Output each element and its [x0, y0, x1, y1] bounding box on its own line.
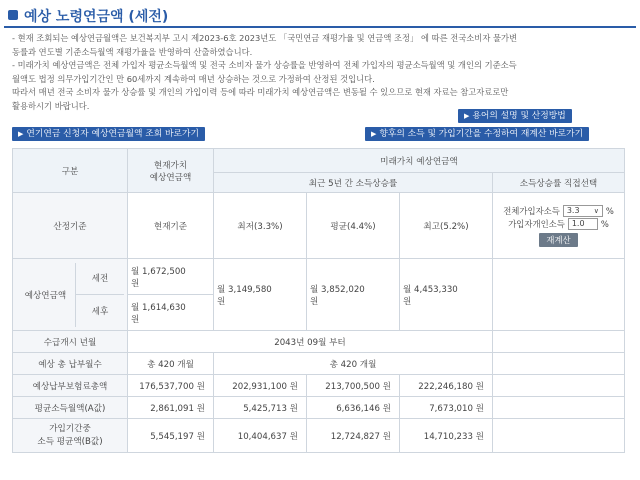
a-low: 5,425,713 원 [214, 397, 307, 419]
note-line: 활용하시기 바랍니다. [12, 100, 90, 111]
row-pension-label [13, 259, 128, 331]
premium-avg: 213,700,500 원 [307, 375, 400, 397]
percent-sign: % [605, 206, 614, 216]
months-present: 총 420 개월 [128, 353, 214, 375]
present-pretax: 월 1,672,500 원 [128, 259, 214, 295]
note-line: 따라서 매년 전국 소비자 물가 상승률 및 개인의 가입이력 등에 따라 미래가치 예상연금액은 변동될 수 있으므로 현재 자료는 참고자료로만 [12, 87, 509, 97]
receiver-lookup-label: 연기연금 신청자 예상연금월액 조회 바로가기 [26, 129, 200, 139]
receiver-lookup-button[interactable] [12, 127, 205, 141]
percent-sign: % [600, 219, 609, 229]
note-line: - 미래가치 예상연금액은 전체 가입자 평균소득월액 및 전국 소비자 물가 상승률을 반영하여 전체 가입자의 평균소득월액 및 개인의 기준소득 [12, 60, 517, 70]
months-future: 총 420 개월 [214, 353, 493, 375]
header-category: 구분 [13, 149, 128, 193]
premium-low: 202,931,100 원 [214, 375, 307, 397]
a-avg: 6,636,146 원 [307, 397, 400, 419]
modify-income-label: 향후의 소득 및 가입기간을 수정하여 재계산 바로가기 [379, 129, 584, 139]
b-present: 5,545,197 원 [128, 419, 214, 453]
title-bar [4, 4, 636, 28]
pension-label: 예상연금액 [24, 290, 67, 301]
present-aftertax: 월 1,614,630 원 [128, 295, 214, 331]
direct-start [493, 331, 625, 353]
chevron-down-icon: ∨ [593, 207, 599, 215]
personal-income-input[interactable]: 1.0 [568, 218, 598, 230]
arrow-right-icon: ▶ [18, 130, 24, 138]
row-b-label: 가입기간중 소득 평균액(B값) [13, 419, 128, 453]
row-a-label: 평균소득월액(A값) [13, 397, 128, 419]
header-recent5: 최근 5년 간 소득상승률 [214, 173, 493, 193]
row-start-label: 수급개시 년월 [13, 331, 128, 353]
b-avg: 12,724,827 원 [307, 419, 400, 453]
aftertax-label: 세후 [75, 295, 124, 327]
pension-table [12, 148, 625, 453]
modify-income-button[interactable] [365, 127, 589, 141]
direct-b [493, 419, 625, 453]
arrow-right-icon: ▶ [464, 112, 470, 120]
direct-months [493, 353, 625, 375]
b-low: 10,404,637 원 [214, 419, 307, 453]
present-basis: 현재기준 [128, 193, 214, 259]
row-months-label: 예상 총 납부월수 [13, 353, 128, 375]
premium-present: 176,537,700 원 [128, 375, 214, 397]
header-future-value: 미래가치 예상연금액 [214, 149, 625, 173]
page-title: 예상 노령연금액 (세전) [24, 9, 169, 25]
note-line: - 현재 조회되는 예상연금월액은 보건복지부 고시 제2023-6호 2023년도 「국민연금 재평가율 및 연금액 조정」 에 따른 전국소비자 물가변 [12, 33, 518, 43]
avg-pension: 월 3,852,020 원 [307, 259, 400, 331]
pretax-label: 세전 [75, 263, 124, 295]
start-value: 2043년 09월 부터 [128, 331, 493, 353]
direct-select-controls [493, 193, 625, 259]
total-income-label: 전체가입자소득 [503, 206, 560, 216]
direct-premium [493, 375, 625, 397]
high-rate: 최고(5.2%) [400, 193, 493, 259]
row-basis-label: 산정기준 [13, 193, 128, 259]
direct-pension [493, 259, 625, 331]
high-pension: 월 4,453,330 원 [400, 259, 493, 331]
a-high: 7,673,010 원 [400, 397, 493, 419]
title-bullet-icon [8, 10, 18, 20]
help-button-label: 용어의 설명 및 산정방법 [472, 111, 566, 121]
arrow-right-icon: ▶ [371, 130, 377, 138]
help-button[interactable] [458, 109, 572, 123]
notes [12, 32, 628, 113]
note-line: 동률과 연도별 기준소득월액 재평가율을 반영하여 산출하였습니다. [12, 46, 253, 57]
direct-a [493, 397, 625, 419]
personal-income-label: 가입자개인소득 [508, 219, 565, 229]
row-premium-label: 예상납부보험료총액 [13, 375, 128, 397]
total-income-select[interactable] [563, 205, 603, 217]
low-rate: 최저(3.3%) [214, 193, 307, 259]
avg-rate: 평균(4.4%) [307, 193, 400, 259]
header-direct-select: 소득상승률 직접선택 [493, 173, 625, 193]
premium-high: 222,246,180 원 [400, 375, 493, 397]
recalc-button[interactable]: 재계산 [539, 233, 577, 247]
a-present: 2,861,091 원 [128, 397, 214, 419]
header-present-value: 현재가치 예상연금액 [128, 149, 214, 193]
low-pension: 월 3,149,580 원 [214, 259, 307, 331]
total-income-value: 3.3 [566, 206, 580, 215]
note-line: 월액도 법정 의무가입기간인 만 60세까지 계속하여 매년 상승하는 것으로 가정하여 산정된 것입니다. [12, 73, 375, 84]
b-high: 14,710,233 원 [400, 419, 493, 453]
